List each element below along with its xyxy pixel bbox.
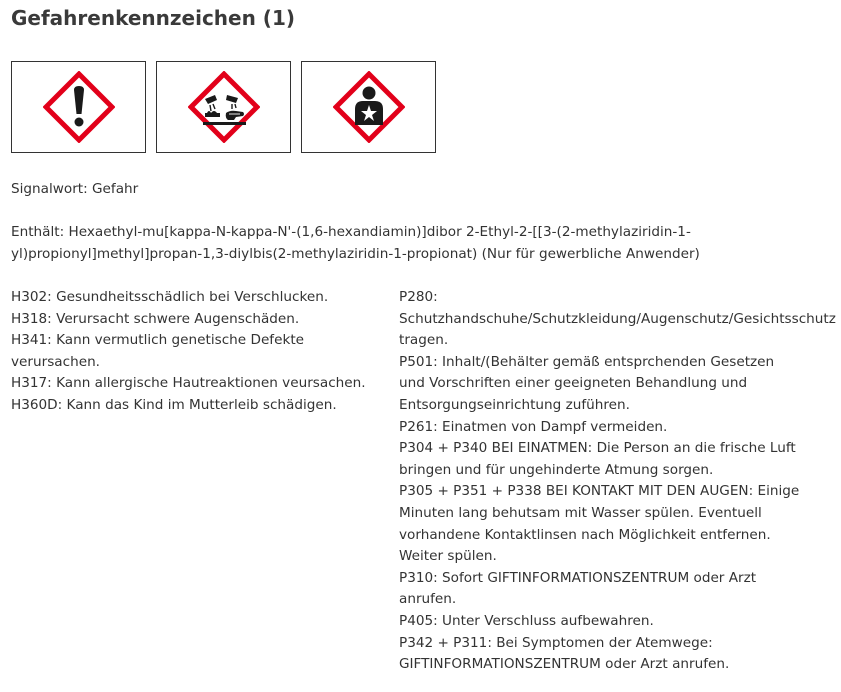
pictogram-health-hazard (301, 61, 436, 153)
health-hazard-icon (333, 71, 405, 143)
precautionary-statement-line: bringen und für ungehinderte Atmung sorgen. (399, 461, 714, 478)
precautionary-statement-line: Schutzhandschuhe/Schutzkleidung/Augenschutz/Gesichtsschutz (399, 310, 836, 327)
contains-statement (11, 222, 821, 265)
precautionary-statement-line: P261: Einatmen von Dampf vermeiden. (399, 418, 668, 435)
precautionary-statement-line: P501: Inhalt/(Behälter gemäß entsprchenden Gesetzen (399, 353, 775, 370)
exclamation-mark-icon (43, 71, 115, 143)
hazard-statement-line: H302: Gesundheitsschädlich bei Verschlucken. (11, 289, 329, 305)
precautionary-statement-line: Weiter spülen. (399, 548, 497, 565)
precautionary-statement-line: P405: Unter Verschluss aufbewahren. (399, 612, 654, 629)
precautionary-statement-line: P304 + P340 BEI EINATMEN: Die Person an die frische Luft (399, 440, 796, 457)
precautionary-statement-line: und Vorschriften einer geeigneten Behandlung und (399, 375, 748, 392)
precautionary-statement-line: anrufen. (399, 591, 457, 608)
precautionary-statement-line: Entsorgungseinrichtung zuführen. (399, 396, 630, 413)
precautionary-statement-line: P342 + P311: Bei Symptomen der Atemwege: (399, 634, 713, 651)
page-title: Gefahrenkennzeichen (1) (11, 6, 296, 30)
signal-word: Signalwort: Gefahr (11, 181, 139, 197)
precautionary-statement-line: tragen. (399, 332, 449, 349)
pictogram-corrosion (156, 61, 291, 153)
contains-line: yl)propionyl]methyl]propan-1,3-diylbis(2-methylaziridin-1-propionat) (Nur für gewerbliche Anwender) (11, 245, 700, 262)
hazard-statement-line: H318: Verursacht schwere Augenschäden. (11, 310, 300, 327)
precautionary-statement-line: P310: Sofort GIFTINFORMATIONSZENTRUM oder Arzt (399, 569, 757, 586)
hazard-statement-line: H341: Kann vermutlich genetische Defekte (11, 332, 305, 349)
precautionary-statement-line: P305 + P351 + P338 BEI KONTAKT MIT DEN AUGEN: Einige (399, 483, 800, 500)
hazard-statements (11, 287, 391, 417)
precautionary-statement-line: P280: (399, 289, 438, 305)
hazard-statement-line: H360D: Kann das Kind im Mutterleib schädigen. (11, 396, 337, 413)
hazard-statement-line: H317: Kann allergische Hautreaktionen veursachen. (11, 375, 366, 392)
pictogram-row (11, 61, 436, 153)
precautionary-statement-line: Minuten lang behutsam mit Wasser spülen. Eventuell (399, 504, 762, 521)
precautionary-statement-line: vorhandene Kontaktlinsen nach Möglichkeit entfernen. (399, 526, 771, 543)
pictogram-exclamation (11, 61, 146, 153)
precautionary-statements (399, 287, 839, 676)
contains-line: Enthält: Hexaethyl-mu[kappa-N-kappa-N'-(1,6-hexandiamin)]dibor 2-Ethyl-2-[[3-(2-methylaziridin-1- (11, 224, 691, 240)
hazard-statement-line: verursachen. (11, 353, 101, 370)
precautionary-statement-line: GIFTINFORMATIONSZENTRUM oder Arzt anrufen. (399, 656, 730, 673)
corrosion-icon (188, 71, 260, 143)
